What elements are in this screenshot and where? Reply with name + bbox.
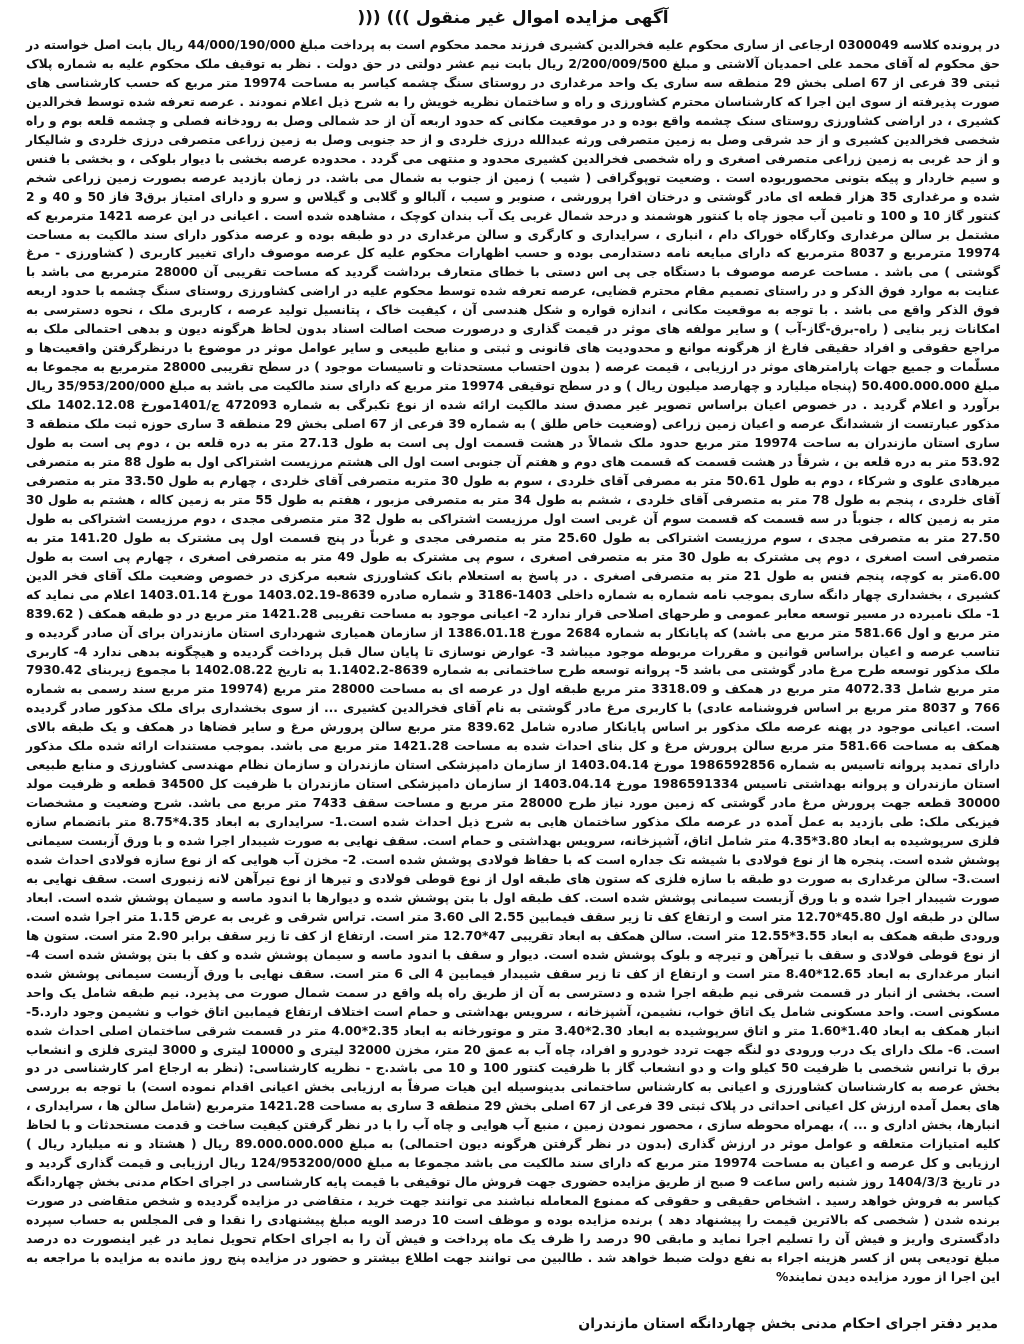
notice-signature: مدیر دفتر اجرای احکام مدنی بخش چهاردانگه استان مازندران — [578, 1316, 998, 1332]
notice-title: آگهی مزایده اموال غیر منقول ))) ((( — [357, 8, 669, 28]
notice-body: در پرونده کلاسه 0300049 ارجاعی از ساری محکوم علیه فخرالدین کشیری فرزند محمد محکوم است به پرداخت مبلغ 44/000/190/000 ریال بابت اصل خواسته در حق محکوم له آقای محمد علی احمدیان آلاشتی و مبلغ 2/200/009/500 ریال بابت نیم عشر دولتی در حق دولت . نظر به توقیف ملک محکوم علیه به شماره پلاک ثبتی 39 فرعی از 67 اصلی بخش 29 منطقه سه ساری یک واحد مرغداری در روستای سنگ چشمه کیاسر به مساحت 19974 متر مربع که حسب کارشناسی های صورت پذیرفته از سوی این اجرا که کارشناسان محترم کشاورزی و راه و ساختمان نظریه خویش را به شرح ذیل اعلام نمودند . عرصه تعرفه شده توسط فخرالدین کشیری ، در اراضی کشاورزی روستای سنک چشمه واقع بوده و در موقعیت مکانی که حدود اربعه آن از حد شمالی وصل به رودخانه فصلی و چشمه قلعه بوم و راه شخصی فخرالدین کشیری و از حد شرقی وصل به زمین متصرفی ورثه عبدالله درزی خلردی و از حد جنوبی وصل به زمین زراعی متصرفی درزی خلردی و شالیکار و از حد غربی به زمین زراعی متصرفی اصغری و راه شخصی فخرالدین کشیری محدود و منتهی می گردد . محدوده عرصه بخشی با دیوار بلوکی ، و بخشی با فنس و سیم خاردار و پیکه بتونی محصوربوده است . وضعیت توپوگرافی ( شیب ) زمین از جنوب به شمال می باشد. در زمان بازدید عرصه بصورت زمین زراعی شخم شده و مرغداری 35 هزار قطعه ای مادر گوشتی و درختان افرا پرورشی ، صنوبر و سیب ، آلبالو و گلابی و گیلاس و سرو و دارای امتیاز برق3 فاز 50 و 40 و 2 کنتور گاز 10 و 100 و تامین آب مجوز چاه با کنتور هوشمند و درحد شمال غربی یک آب بندان کوچک ، مشاهده شده است . اعیانی در این عرصه 1421 مترمربع که مشتمل بر سالن مرغداری وکارگاه خوراک دام ، انباری ، سرایداری و کارگری و سالن مرغداری در دو طبقه بوده و عرصه مذکور دارای سند مالکیت به مساحت 19974 مترمربع و 8037 مترمربع که دارای مبایعه نامه دستدارمی بوده و حسب اظهارات محکوم علیه کل عرصه موصوف دارای تغییر کاربری ( کشاورزی - مرغ گوشتی ) می باشد . مساحت عرصه موصوف با دستگاه جی پی اس دستی با خطای متعارف برداشت گردید که مساحت تقریبی آن 28000 مترمربع می باشد با عنایت به موارد فوق الذکر و در راستای تصمیم مقام محترم قضایی، عرصه تعرفه شده توسط محکوم علیه در اراضی کشاورزی روستای سنگ چشمه با حدود اربعه فوق الذکر واقع می باشد . با توجه به موقعیت مکانی ، اندازه قواره و شکل هندسی آن ، کیفیت خاک ، پتانسیل تولید عرصه ، کاربری ملک ، نحوه دسترسی به امکانات زیر بنایی ( راه-برق-گاز-آب ) و سایر مولفه های موثر در قیمت گذاری و درصورت صحت اصالت اسناد بدون لحاظ هرگونه دیون و بدهی احتمالی ملک به مراجع حقوقی و افراد حقیقی فارغ از هرگونه موانع و محدودیت های قانونی و ثبتی و منابع طبیعی و سایر عوامل موثر در موضوع با درنظرگرفتن واقعیت‌ها و مسلّمات و جمیع جهات پارامترهای موثر در ارزیابی ، قیمت عرصه ( بدون احتساب مستحدثات و تاسیسات موجود ) در سطح تقریبی 28000 مترمربع به مجموعا به مبلغ 50.400.000.000 (پنجاه میلیارد و چهارصد میلیون ریال ) و در سطح توقیفی 19974 متر مربع که دارای سند مالکیت می باشد به مبلغ 35/953/200/000 ریال برآورد و اعلام گردید . در خصوص اعیان براساس تصویر غیر مصدق سند مالکیت ارائه شده از نوع تکبرگی به شماره 472093 ج/1401مورخ 1402.12.08 ملک مذکور عبارتست از ششدانگ عرصه و اعیان زمین زراعی (وضعیت خاص طلق ) به شماره 39 فرعی از 67 اصلی بخش 29 منطقه 3 ساری حوزه ثبت ملک منطقه 3 ساری استان مازندران به ساحت 19974 متر مربع حدود ملک شمالاً در هشت قسمت اول پی است به طول 27.13 متر به دره قلعه بن ، دوم پی است به طول 53.92 متر به دره قلعه بن ، شرقاً در هشت قسمت که قسمت های دوم و هفتم آن جنوبی است اول الی هشتم مرزیست اشتراکی اول به طول 88 متر به متصرفی میرهادی علوی و شرکاء ، دوم به طول 50.61 متر به مصرفی آقای خلردی ، سوم به طول 30 متربه متصرفی آقای خلردی ، چهارم به طول 33.50 متر به متصرفی آقای خلردی ، پنجم به طول 78 متر به متصرفی آقای خلردی ، ششم به طول 34 متر به متصرفی مزبور ، هفتم به طول 55 متر به زمین کاله ، هشتم به طول 30 متر به زمین کاله ، جنوباً در سه قسمت که قسمت سوم آن غربی است اول مرزیست اشتراکی به طول 32 متر متصرفی مجدی ، دوم مرزیست اشتراکی به طول 27.50 متر به متصرفی مجدی ، سوم مرزیست اشتراکی به طول 25.60 متر به متصرفی مجدی و غرباً در پنج قسمت اول پی مشترک به طول 141.20 متر به متصرفی است اصغری ، دوم پی مشترک به طول 30 متر به متصرفی اصغری ، سوم پی مشترک به طول 49 متر به متصرفی اصغری ، چهارم پی است به طول 6.00متر به کوچه، پنجم فنس به طول 21 متر به متصرفی اصغری . در پاسخ به استعلام بانک کشاورزی شعبه مرکزی در خصوص وضعیت ملک آقای فخر الدین کشیری ، بخشداری چهار دانگه ساری بموجب نامه شماره به شماره داخلی 1403-3186 و شماره صادره 8639-1403.02.19 مورخ 1403.01.14 اعلام می نماید که 1- ملک نامبرده در مسیر توسعه معابر عمومی و طرحهای اصلاحی قرار ندارد 2- اعیانی موجود به مساحت تقریبی 1421.28 متر مربع در دو طبقه همکف ( 839.62 متر مربع و اول 581.66 متر مربع می باشد) که پایانکار به شماره 2684 مورخ 1386.01.18 از سازمان همیاری شهرداری استان مازندران برای آن صادر گردیده و تناسب عرصه و اعیان براساس قوانین و مقررات مربوطه موجود میباشد 3- عوارض نوسازی تا پایان سال قبل پرداخت گردیده و هیچگونه بدهی ندارد 4- کاربری ملک مذکور توسعه طرح مرغ مادر گوشتی می باشد 5- پروانه توسعه طرح ساختمانی به شماره 8639-1.1402.2 به تاریخ 1402.08.22 با مجموع زیربنای 7930.42 متر مربع شامل 4072.33 متر مربع در همکف و 3318.09 متر مربع طبقه اول در عرصه ای به مساحت 28000 متر مربع (19974 متر مربع سند رسمی به شماره 766 و 8037 متر مربع بر اساس فروشنامه عادی) با کاربری مرغ مادر گوشتی به نام آقای فخرالدین کشیری ... از سوی بخشداری برای ملک مذکور صادر گردیده است. اعیانی موجود در پهنه عرصه ملک مذکور بر اساس پایانکار صادره شامل 839.62 متر مربع سالن پرورش مرغ و سایر فضاها در همکف و یک طبقه بالای همکف به مساحت 581.66 متر مربع سالن پرورش مرغ و کل بنای احداث شده به مساحت 1421.28 متر مربع می باشد. بموجب مستندات ارائه شده ملک مذکور دارای تمدید پروانه تاسیس به شماره 1986592856 مورخ 1403.04.14 از سازمان دامپزشکی استان مازندران و سازمان نظام مهندسی کشاورزی و منابع طبیعی استان مازندران و پروانه بهداشتی تاسیس 1986591334 مورخ 1403.04.14 از سازمان دامپزشکی استان مازندران با ظرفیت کل 34500 قطعه و ظرفیت مولد 30000 قطعه جهت پرورش مرغ مادر گوشتی که زمین مورد نیاز طرح 28000 متر مربع و مساحت سقف 7433 متر مربع می باشد. شرح وضعیت و مشخصات فیزیکی ملک: طی بازدید به عمل آمده در عرصه ملک مذکور ساختمان هایی به شرح ذیل احداث شده است.1- سرایداری به ابعاد 4.35*8.75 متر باتضمام سازه فلزی سرپوشیده به ابعاد 3.80*4.35 متر شامل اتاق، آشپزخانه، سرویس بهداشتی و حمام است. سقف نهایی به صورت شیبدار اجرا شده و با ورق آزبست سیمانی پوشش شده است. پنجره ها از نوع فولادی با شیشه تک جداره است که با حفاظ فولادی پوشش شده است. 2- مخزن آب هوایی که از نوع سازه فولادی احداث شده است.3- سالن مرغداری به صورت دو طبقه با سازه فلزی که ستون های طبقه اول از نوع قوطی فولادی و تیرها از نوع تیرآهن لانه زنبوری است. سقف نهایی به صورت شیبدار اجرا شده و با ورق آزبست سیمانی پوشش شده است. کف طبقه اول با بتن پوشش شده و دیوارها با اندود ماسه و سیمان پوشش شده است. ابعاد سالن در طبقه اول 45.80*12.70 متر است و ارتفاع کف تا زیر سقف فیمابین 2.55 الی 3.60 متر است. تراس شرقی و غربی به عرض 1.15 متر اجرا شده است. ورودی طبقه همکف به ابعاد 3.55*12.55 متر است. سالن همکف به ابعاد تقریبی 47*12.70 متر است. ارتفاع از کف تا زیر سقف برابر 2.90 متر است. ستون ها از نوع قوطی فولادی و سقف با تیرآهن و تیرچه و بلوک پوشش شده است. دیوار و سقف با اندود ماسه و سیمان پوشش شده و کف با بتن پوشش شده است 4- انبار مرغداری به ابعاد 12.65*8.40 متر است و ارتفاع از کف تا زیر سقف شیبدار فیمابین 4 الی 6 متر است. سقف نهایی با ورق آزبست سیمانی پوشش شده است. بخشی از انبار در قسمت شرقی نیم طبقه اجرا شده و دسترسی به آن از طریق راه پله واقع در سمت شمال صورت می پذیرد. نیم طبقه شامل یک واحد مسکونی است. واحد مسکونی شامل یک اتاق خواب، نشیمن، آشپزخانه ، سرویس بهداشتی و حمام است اختلاف ارتفاع فیمابین اتاق خواب و نشیمن وجود دارد.5- انبار همکف به ابعاد 1.40*1.60 متر و اتاق سرپوشیده به ابعاد 2.30*3.40 متر و موتورخانه به ابعاد 2.35*4.00 متر در قسمت شرقی ساختمان اصلی احداث شده است. 6- ملک دارای یک درب ورودی دو لنگه جهت تردد خودرو و افراد، چاه آب به عمق 20 متر، مخزن 32000 لیتری و 10000 لیتری و 3000 لیتری فلزی و انشعاب برق با ترانس شخصی با ظرفیت 50 کیلو وات و دو انشعاب گاز با ظرفیت کنتور 100 و 10 می باشد.ج - نظریه کارشناسی: (نظر به ارجاع امر کارشناسی در دو بخش عرصه به کارشناسان کشاورزی و اعیانی به کارشناس ساختمانی بدینوسیله این هیات صرفاً به ارزیابی بخش اعیانی اقدام نموده است) با توجه به بررسی های بعمل آمده ارزش کل اعیانی احداثی در پلاک ثبتی 39 فرعی از 67 اصلی بخش 29 منطقه 3 ساری به مساحت 1421.28 مترمربع (شامل سالن ها ، سرایداری ، انبارها، بخش اداری و ... )، بهمراه محوطه سازی ، محصور نمودن زمین ، منبع آب هوایی و چاه آب را با در نظر گرفتن کیفیت ساخت و قدمت مستحدثات و با لحاظ کلیه امتیازات متعلقه و عوامل موثر در ارزش گذاری (بدون در نظر گرفتن هرگونه دیون احتمالی) به مبلغ 89.000.000.000 ریال ( هشتاد و نه میلیارد ریال ) ارزیابی و کل عرصه و اعیان به مساحت 19974 متر مربع که دارای سند مالکیت می باشد مجموعا به مبلغ 124/953200/000 ریال ارزیابی و قیمت گذاری گردید و در تاریخ 1404/3/3 روز شنبه راس ساعت 9 صبح از طریق مزایده حضوری جهت فروش مال توقیفی با قیمت پایه کارشناسی در اجرای احکام مدنی بخش چهاردانگه کیاسر به فروش خواهد رسید . اشخاص حقیقی و حقوقی که ممنوع المعامله نباشند می توانند جهت خرید ، متقاضی در مزایده گردیده و شخص متقاضی در صورت برنده شدن ( شخصی که بالاترین قیمت را پیشنهاد دهد ) برنده مزایده بوده و موظف است 10 درصد الویه مبلغ پیشنهادی را نقدا و فی المجلس به حساب سپرده دادگستری واریز و فیش آن را تسلیم اجرا نماید و مابقی 90 درصد را ظرف یک ماه پرداخت و فیش آن را به اجرای احکام تحویل نماید در غیر اینصورت ده درصد مبلغ تودیعی پس از کسر هزینه اجراء به نفع دولت ضبط خواهد شد . طالبین می توانند جهت اطلاع بیشتر و حضور در مزایده پنج روز مانده به مزایده با مراجعه به این اجرا از مورد مزایده دیدن نمایند% — [26, 38, 1001, 1284]
